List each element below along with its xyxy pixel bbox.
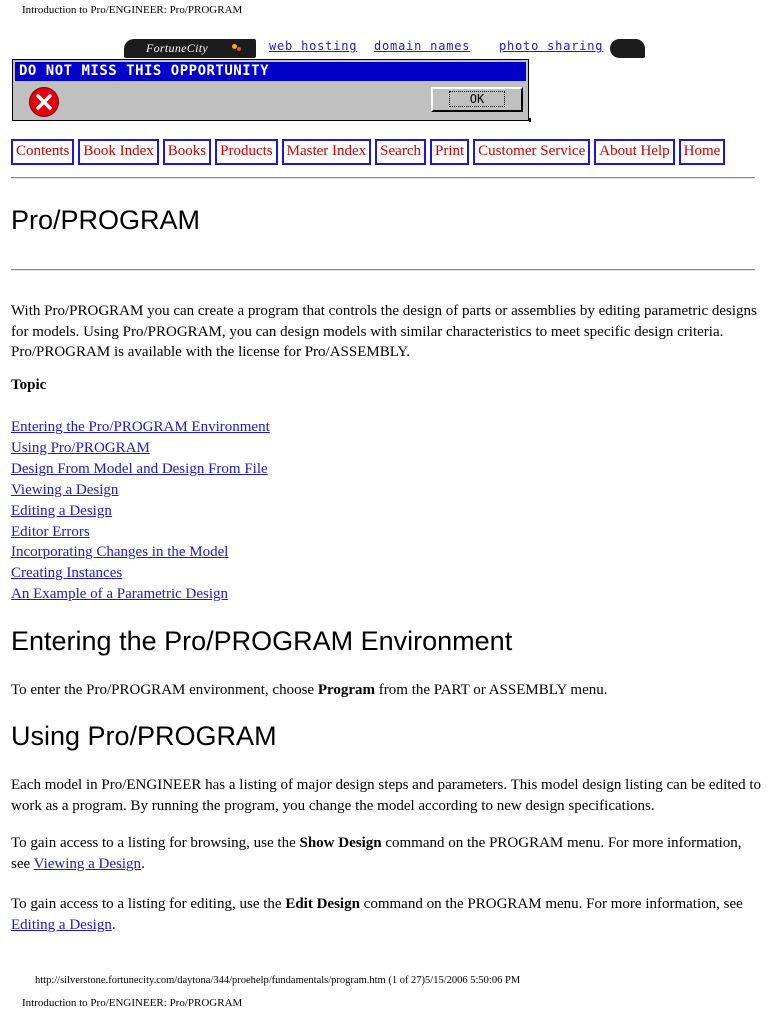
- section-paragraph: To enter the Pro/PROGRAM environment, choose Program from the PART or ASSEMBLY menu.: [11, 682, 608, 698]
- logo-text: FortuneCity: [146, 41, 208, 55]
- nav-about-help[interactable]: About Help: [594, 139, 674, 165]
- divider: [11, 177, 755, 179]
- footer-url: http://silverstone.fortunecity.com/daytona/344/proehelp/fundamentals/program.htm (1 of 27)5/15/2006 5:50:06 PM: [35, 975, 521, 986]
- nav-search[interactable]: Search: [375, 139, 426, 165]
- nav-contents[interactable]: Contents: [11, 139, 74, 165]
- topic-link[interactable]: An Example of a Parametric Design: [11, 586, 229, 603]
- section-heading: Entering the Pro/PROGRAM Environment: [11, 626, 513, 656]
- nav-home[interactable]: Home: [679, 139, 726, 165]
- nav-bar: [11, 139, 725, 165]
- topic-link[interactable]: Entering the Pro/PROGRAM Environment: [11, 419, 270, 435]
- logo-dots-icon: [232, 44, 242, 52]
- section-paragraph: To gain access to a listing for browsing, use the Show Design command on the PROGRAM menu. For more information, see Viewing a Design.: [11, 835, 742, 872]
- next-page-header: Introduction to Pro/ENGINEER: Pro/PROGRAM: [22, 997, 243, 1009]
- ok-button[interactable]: [431, 87, 523, 112]
- nav-print[interactable]: Print: [430, 139, 469, 165]
- nav-book-index[interactable]: Book Index: [78, 139, 158, 165]
- banner-tab-end: [610, 39, 645, 58]
- divider: [11, 269, 755, 271]
- topic-link[interactable]: Creating Instances: [11, 565, 123, 582]
- fortunecity-logo[interactable]: [124, 39, 256, 58]
- section-paragraph: To gain access to a listing for editing, use the Edit Design command on the PROGRAM menu. For more information, see Editing a Design.: [11, 896, 743, 933]
- web-hosting-link[interactable]: web hosting: [269, 39, 358, 53]
- ad-dialog[interactable]: [12, 59, 529, 121]
- photo-sharing-link[interactable]: photo sharing: [499, 39, 604, 53]
- section-heading: Using Pro/PROGRAM: [11, 721, 277, 751]
- topic-link[interactable]: Editing a Design: [11, 502, 112, 519]
- editing-design-link[interactable]: Editing a Design: [11, 916, 112, 933]
- topic-link[interactable]: Editor Errors: [11, 523, 90, 540]
- intro-paragraph: With Pro/PROGRAM you can create a program that controls the design of parts or assemblies by editing parametric designs for models. Using Pro/PROGRAM, you can design models with similar characteristics to meet specific design criteria. Pro/PROGRAM is available with the license for Pro/ASSEMBLY.: [11, 303, 757, 360]
- error-icon: [29, 87, 59, 117]
- section-paragraph: Each model in Pro/ENGINEER has a listing of major design steps and parameters. This model design listing can be edited to work as a program. By running the program, you change the model according to new design specifications.: [11, 777, 761, 814]
- nav-books[interactable]: Books: [163, 139, 211, 165]
- topic-list: [11, 417, 270, 605]
- page-title: Pro/PROGRAM: [11, 205, 201, 235]
- ad-dialog-title: DO NOT MISS THIS OPPORTUNITY: [15, 62, 526, 81]
- topic-link[interactable]: Design From Model and Design From File: [11, 460, 268, 477]
- topic-label: Topic: [11, 377, 47, 393]
- dialog-corner-mark: [529, 118, 531, 122]
- topic-link[interactable]: Using Pro/PROGRAM: [11, 439, 150, 456]
- domain-names-link[interactable]: domain names: [374, 39, 471, 53]
- ok-label: OK: [449, 91, 505, 107]
- nav-master-index[interactable]: Master Index: [282, 139, 372, 165]
- nav-customer-service[interactable]: Customer Service: [473, 139, 590, 165]
- page-header: Introduction to Pro/ENGINEER: Pro/PROGRAM: [22, 4, 243, 16]
- viewing-design-link[interactable]: Viewing a Design: [33, 855, 142, 872]
- topic-link[interactable]: Viewing a Design: [11, 481, 119, 498]
- nav-products[interactable]: Products: [215, 139, 278, 165]
- topic-link[interactable]: Incorporating Changes in the Model: [11, 544, 229, 561]
